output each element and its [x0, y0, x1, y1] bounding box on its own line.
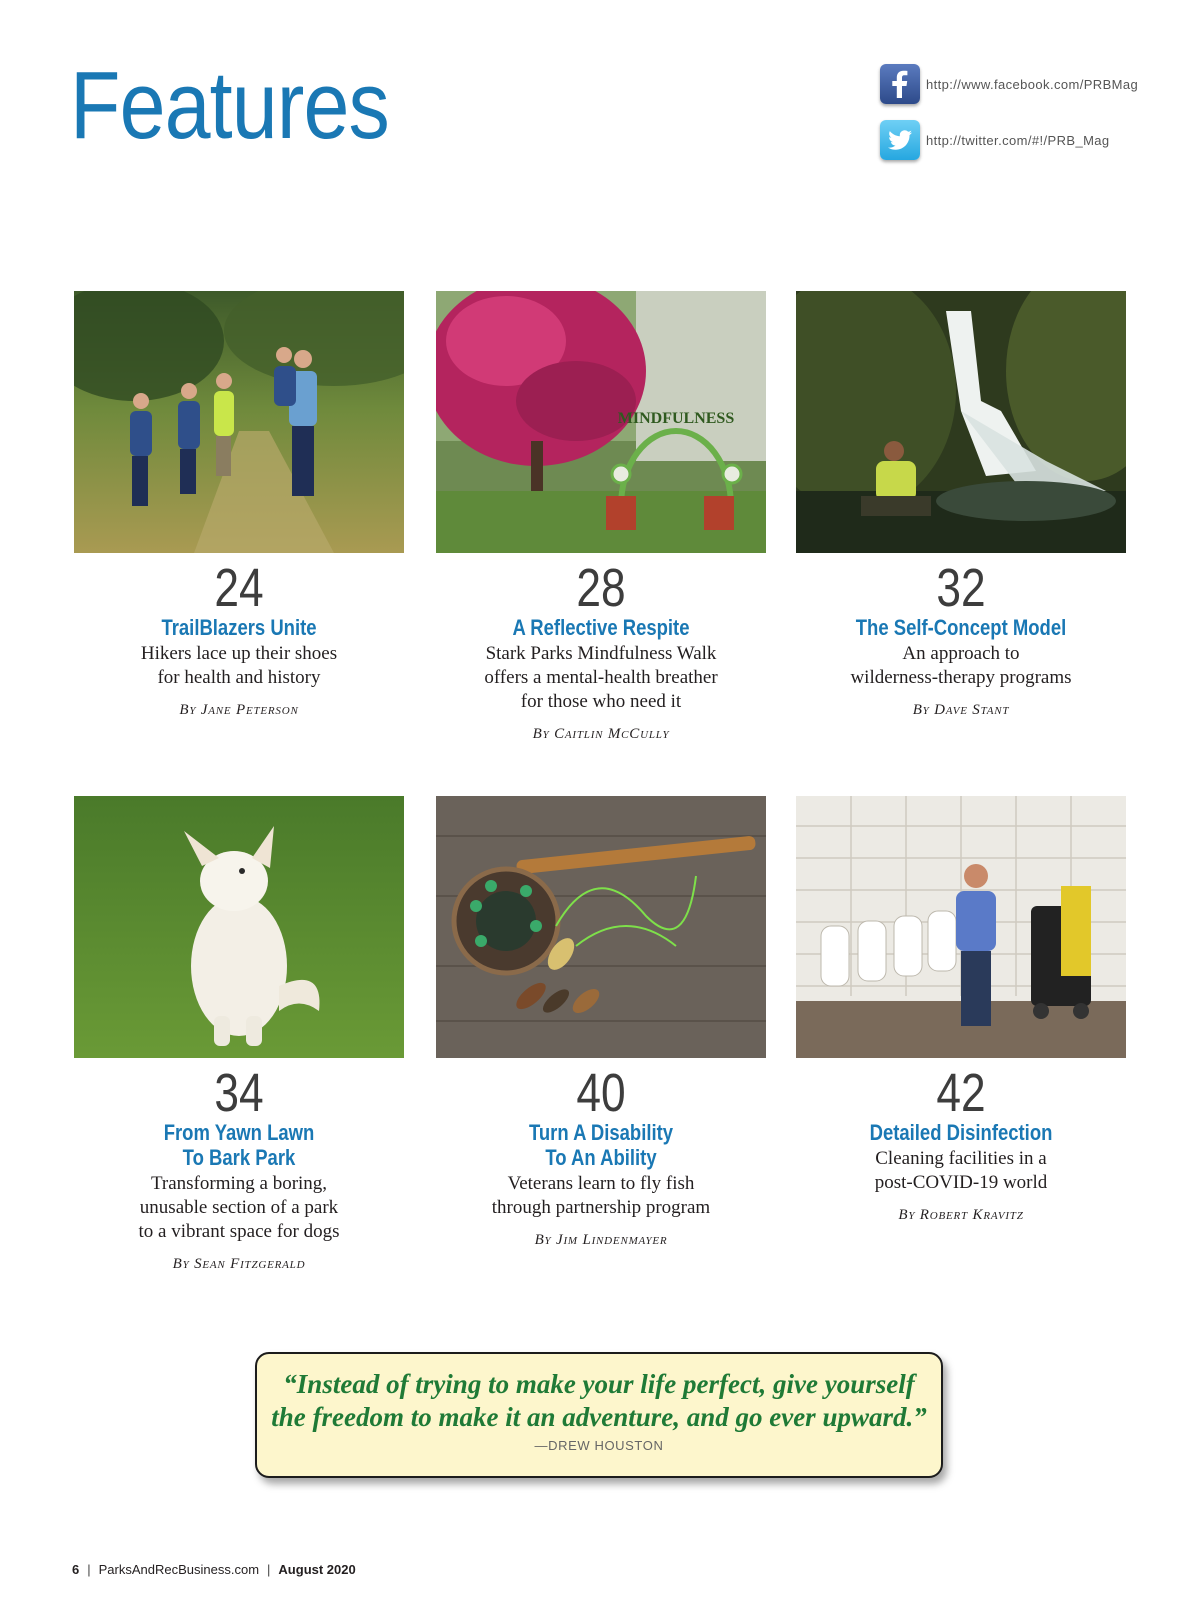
page-number: 28 [576, 558, 626, 618]
footer-divider: | [87, 1562, 91, 1577]
byline: By Sean Fitzgerald [172, 1256, 306, 1272]
deck-line: Stark Parks Mindfulness Walk [485, 643, 717, 664]
facebook-link[interactable] [880, 62, 1180, 106]
fly-fishing-gear-photo [436, 796, 766, 1058]
feature-deck [74, 642, 404, 690]
twitter-link[interactable] [880, 118, 1180, 162]
page-footer [72, 1562, 356, 1577]
deck-line: through partnership program [491, 1197, 711, 1218]
facebook-url[interactable]: http://www.facebook.com/PRBMag [926, 76, 1139, 92]
footer-divider: | [267, 1562, 271, 1577]
feature-title[interactable] [100, 1120, 377, 1170]
feature-disability-to-ability[interactable] [436, 796, 766, 1249]
feature-title[interactable]: Detailed Disinfection [869, 1120, 1053, 1145]
byline: By Dave Stant [912, 702, 1010, 718]
deck-line: Transforming a boring, [150, 1173, 328, 1194]
byline: By Jane Peterson [179, 702, 299, 718]
page-number: 34 [214, 1063, 264, 1123]
hikers-on-trail-photo [74, 291, 404, 553]
feature-title[interactable]: The Self-Concept Model [855, 615, 1067, 640]
title-line: From Yawn Lawn [163, 1120, 315, 1145]
pull-quote [257, 1368, 941, 1434]
deck-line: Hikers lace up their shoes [140, 643, 338, 664]
feature-deck [436, 642, 766, 714]
waterfall-photo [796, 291, 1126, 553]
deck-line: to a vibrant space for dogs [138, 1221, 340, 1242]
feature-reflective-respite[interactable] [436, 291, 766, 743]
deck-line: post-COVID-19 world [874, 1172, 1048, 1193]
deck-line: for those who need it [520, 691, 682, 712]
page-number: 40 [576, 1063, 626, 1123]
page-number: 24 [214, 558, 264, 618]
feature-self-concept-model[interactable] [796, 291, 1126, 719]
feature-yawn-lawn-bark-park[interactable] [74, 796, 404, 1273]
dog-on-grass-photo [74, 796, 404, 1058]
pull-quote-box [255, 1352, 943, 1478]
feature-deck [74, 1172, 404, 1244]
feature-title[interactable]: A Reflective Respite [512, 615, 690, 640]
page-title: Features [70, 52, 389, 159]
page-number: 32 [936, 558, 986, 618]
feature-detailed-disinfection[interactable] [796, 796, 1126, 1224]
deck-line: wilderness-therapy programs [850, 667, 1072, 688]
byline: By Caitlin McCully [532, 726, 670, 742]
quote-line: the freedom to make it an adventure, and go ever upward.” [271, 1402, 927, 1432]
deck-line: unusable section of a park [139, 1197, 339, 1218]
deck-line: Cleaning facilities in a [875, 1148, 1047, 1169]
feature-deck [796, 642, 1126, 690]
feature-title[interactable]: TrailBlazers Unite [161, 615, 317, 640]
deck-line: for health and history [157, 667, 321, 688]
byline: By Robert Kravitz [898, 1207, 1024, 1223]
footer-site[interactable]: ParksAndRecBusiness.com [98, 1562, 260, 1577]
byline: By Jim Lindenmayer [534, 1232, 668, 1248]
title-line: To Bark Park [182, 1145, 296, 1170]
page-number: 42 [936, 1063, 986, 1123]
footer-issue: August 2020 [278, 1562, 356, 1577]
title-line: To An Ability [545, 1145, 657, 1170]
quote-line: “Instead of trying to make your life perfect, give yourself [283, 1369, 915, 1399]
deck-line: An approach to [902, 643, 1020, 664]
feature-title[interactable] [462, 1120, 739, 1170]
footer-page-number: 6 [72, 1562, 80, 1577]
deck-line: Veterans learn to fly fish [507, 1173, 695, 1194]
mindfulness-arch-photo [436, 291, 766, 553]
feature-deck [796, 1147, 1126, 1195]
restroom-cleaning-photo [796, 796, 1126, 1058]
quote-attribution: —DREW HOUSTON [534, 1438, 664, 1453]
twitter-url[interactable]: http://twitter.com/#!/PRB_Mag [926, 132, 1110, 148]
feature-trailblazers[interactable] [74, 291, 404, 719]
arch-sign-text: MINDFULNESS [617, 410, 735, 427]
deck-line: offers a mental-health breather [484, 667, 718, 688]
title-line: Turn A Disability [528, 1120, 674, 1145]
twitter-icon [880, 120, 920, 160]
feature-deck [436, 1172, 766, 1220]
facebook-icon [880, 64, 920, 104]
